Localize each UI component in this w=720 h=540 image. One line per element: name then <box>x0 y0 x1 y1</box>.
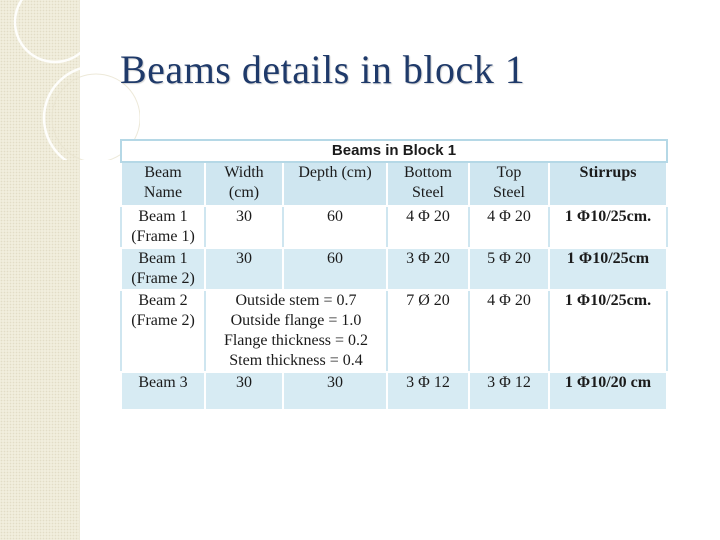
bottom-steel-cell: 4 Φ 20 <box>387 206 469 248</box>
header-beam-name: Beam Name <box>121 162 205 206</box>
beam-name-cell: Beam 1 (Frame 1) <box>121 206 205 248</box>
top-steel-cell: 4 Φ 20 <box>469 290 549 372</box>
top-steel-cell: 3 Φ 12 <box>469 372 549 410</box>
depth-cell: 60 <box>283 206 387 248</box>
stirrups-cell: 1 Φ10/25cm. <box>549 290 667 372</box>
header-top-steel: Top Steel <box>469 162 549 206</box>
header-bottom-steel: Bottom Steel <box>387 162 469 206</box>
width-cell: 30 <box>205 372 283 410</box>
depth-cell: 60 <box>283 248 387 290</box>
beams-table-container <box>120 139 666 411</box>
decorative-side-strip <box>0 0 80 540</box>
stirrups-cell: 1 Φ10/25cm. <box>549 206 667 248</box>
top-steel-cell: 4 Φ 20 <box>469 206 549 248</box>
stirrups-cell: 1 Φ10/25cm <box>549 248 667 290</box>
beam-name-cell: Beam 2 (Frame 2) <box>121 290 205 372</box>
slide-title: Beams details in block 1 <box>120 47 526 92</box>
table-row <box>121 290 667 372</box>
table-caption: Beams in Block 1 <box>121 140 667 162</box>
depth-cell: 30 <box>283 372 387 410</box>
table-header-row <box>121 162 667 206</box>
beam-name-cell: Beam 1 (Frame 2) <box>121 248 205 290</box>
header-stirrups: Stirrups <box>549 162 667 206</box>
table-row <box>121 206 667 248</box>
stirrups-cell: 1 Φ10/20 cm <box>549 372 667 410</box>
beams-table <box>120 139 668 411</box>
width-cell: 30 <box>205 206 283 248</box>
table-row <box>121 248 667 290</box>
header-depth: Depth (cm) <box>283 162 387 206</box>
width-cell: 30 <box>205 248 283 290</box>
beam-name-cell: Beam 3 <box>121 372 205 410</box>
bottom-steel-cell: 3 Φ 12 <box>387 372 469 410</box>
top-steel-cell: 5 Φ 20 <box>469 248 549 290</box>
table-row <box>121 372 667 410</box>
bottom-steel-cell: 7 Ø 20 <box>387 290 469 372</box>
header-width: Width (cm) <box>205 162 283 206</box>
bottom-steel-cell: 3 Φ 20 <box>387 248 469 290</box>
flange-dimensions-cell: Outside stem = 0.7 Outside flange = 1.0 Flange thickness = 0.2 Stem thickness = 0.4 <box>205 290 387 372</box>
